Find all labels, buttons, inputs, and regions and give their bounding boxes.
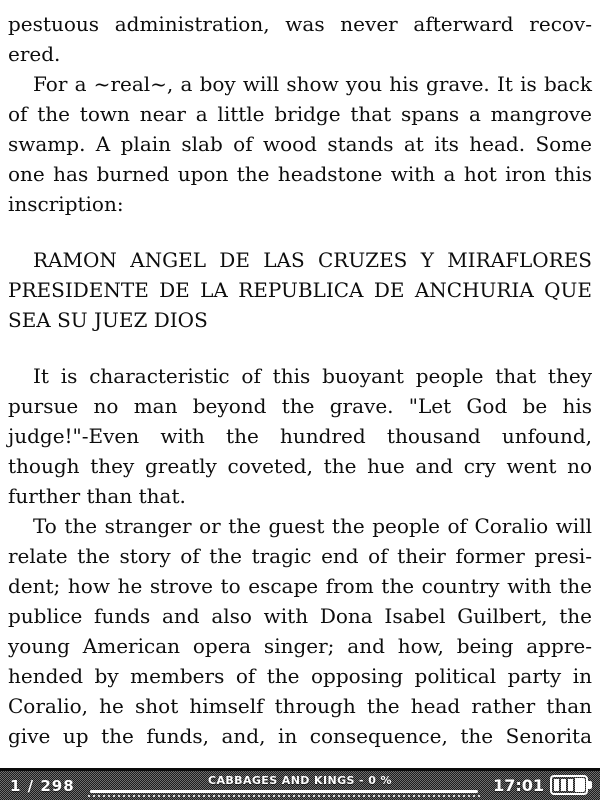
text-line: swamp. A plain slab of wood stands at its head. Some (8, 132, 592, 156)
reading-progress-track (88, 795, 480, 797)
battery-cell (568, 779, 573, 791)
battery-cell (554, 779, 559, 791)
book-progress-label: CABBAGES AND KINGS - 0 % (208, 774, 392, 787)
text-line: young American opera singer; and how, being appre- (8, 634, 592, 658)
text-line: pursue no man beyond the grave. "Let God be his (8, 394, 592, 418)
text-line: though they greatly coveted, the hue and cry went no (8, 454, 592, 478)
text-line: To the stranger or the guest the people of Coralio will (33, 514, 592, 538)
page-indicator: 1 / 298 (10, 777, 75, 795)
text-line: one has burned upon the headstone with a hot iron this (8, 162, 592, 186)
text-line: It is characteristic of this buoyant people that they (33, 364, 592, 388)
text-line: further than that. (8, 484, 186, 508)
clock: 17:01 (493, 776, 544, 795)
text-line: pestuous administration, was never afterward recov- (8, 12, 592, 36)
book-page-text[interactable] (8, 9, 592, 751)
text-line: give up the funds, and, in consequence, the Senorita (8, 724, 592, 748)
text-line: hended by members of the opposing political party in (8, 664, 592, 688)
text-line: For a ~real~, a boy will show you his grave. It is back (33, 72, 592, 96)
battery-fill (575, 778, 585, 792)
text-line: RAMON ANGEL DE LAS CRUZES Y MIRAFLORES (33, 248, 592, 272)
text-line: inscription: (8, 192, 124, 216)
text-line: ered. (8, 42, 61, 66)
text-line: PRESIDENTE DE LA REPUBLICA DE ANCHURIA QUE (8, 278, 592, 302)
text-line: Coralio, he shot himself through the head rather than (8, 694, 592, 718)
text-line: dent; how he strove to escape from the country with the (8, 574, 592, 598)
text-line: of the town near a little bridge that spans a mangrove (8, 102, 592, 126)
text-line: SEA SU JUEZ DIOS (8, 308, 208, 332)
battery-cell (561, 779, 566, 791)
text-line: relate the story of the tragic end of their former presi- (8, 544, 592, 568)
text-line: judge!"-Even with the hundred thousand unfound, (8, 424, 592, 448)
battery-nub (588, 781, 592, 789)
reading-progress-bar (90, 790, 478, 793)
battery-icon (550, 775, 588, 795)
text-line: publice funds and also with Dona Isabel Guilbert, the (8, 604, 592, 628)
status-bar (0, 768, 600, 800)
